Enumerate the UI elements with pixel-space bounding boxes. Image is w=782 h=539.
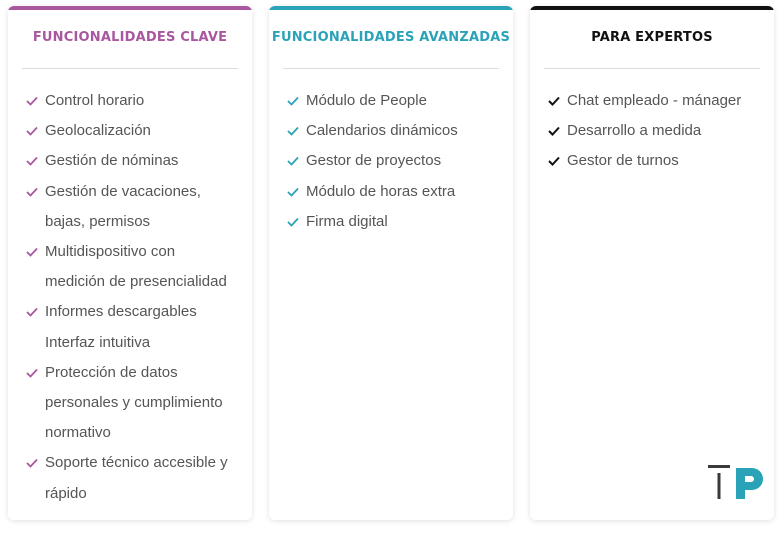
card-accent-bar — [269, 6, 513, 10]
feature-label: Protección de datos personales y cumplimiento normativo — [45, 363, 223, 442]
check-icon — [26, 247, 38, 257]
list-item — [530, 116, 766, 146]
divider — [283, 68, 499, 69]
feature-label: Informes descargables Interfaz intuitiva — [45, 303, 197, 351]
card-title: PARA EXPERTOS — [591, 30, 713, 45]
card-title: FUNCIONALIDADES CLAVE — [32, 30, 228, 45]
feature-label: Módulo de horas extra — [306, 182, 456, 200]
list-item — [530, 86, 766, 116]
card-funcionalidades-avanzadas — [269, 6, 513, 520]
check-icon — [26, 307, 38, 317]
check-icon — [287, 96, 299, 106]
check-icon — [26, 126, 38, 136]
list-item — [8, 358, 229, 449]
divider — [544, 68, 760, 69]
feature-label: Multidispositivo con medición de presencialidad — [45, 243, 227, 291]
check-icon — [548, 156, 560, 166]
list-item — [269, 116, 505, 146]
list-item — [269, 146, 505, 176]
feature-label: Gestor de proyectos — [306, 152, 442, 170]
check-icon — [26, 156, 38, 166]
feature-label: Geolocalización — [45, 122, 151, 140]
check-icon — [287, 156, 299, 166]
check-icon — [26, 368, 38, 378]
divider — [22, 68, 238, 69]
list-item — [8, 86, 229, 116]
list-item — [8, 237, 229, 297]
feature-label: Gestión de nóminas — [45, 152, 179, 170]
check-icon — [287, 187, 299, 197]
list-item — [269, 177, 505, 207]
feature-label: Calendarios dinámicos — [306, 122, 458, 140]
check-icon — [287, 217, 299, 227]
list-item — [8, 297, 205, 357]
feature-label: Desarrollo a medida — [567, 122, 702, 140]
feature-label: Chat empleado - mánager — [567, 92, 742, 109]
feature-label: Gestor de turnos — [567, 152, 679, 170]
feature-label: Control horario — [45, 92, 145, 109]
list-item — [8, 448, 229, 508]
check-icon — [26, 187, 38, 197]
card-title: FUNCIONALIDADES AVANZADAS — [271, 30, 511, 45]
feature-label: Soporte técnico accesible y rápido — [45, 454, 228, 502]
list-item — [269, 86, 505, 116]
card-para-expertos — [530, 6, 774, 520]
feature-list — [530, 86, 766, 177]
feature-label: Firma digital — [306, 212, 388, 230]
feature-label: Gestión de vacaciones, bajas, permisos — [45, 182, 201, 230]
feature-list — [269, 86, 505, 237]
list-item — [8, 116, 229, 146]
tp-logo-icon — [708, 465, 768, 499]
list-item — [269, 207, 505, 237]
list-item — [530, 146, 766, 176]
card-funcionalidades-clave — [8, 6, 252, 520]
check-icon — [26, 96, 38, 106]
feature-label: Módulo de People — [306, 92, 427, 109]
check-icon — [287, 126, 299, 136]
list-item — [8, 146, 229, 176]
card-accent-bar — [8, 6, 252, 10]
check-icon — [26, 458, 38, 468]
card-accent-bar — [530, 6, 774, 10]
check-icon — [548, 126, 560, 136]
list-item — [8, 177, 205, 237]
check-icon — [548, 96, 560, 106]
feature-list — [8, 86, 244, 509]
